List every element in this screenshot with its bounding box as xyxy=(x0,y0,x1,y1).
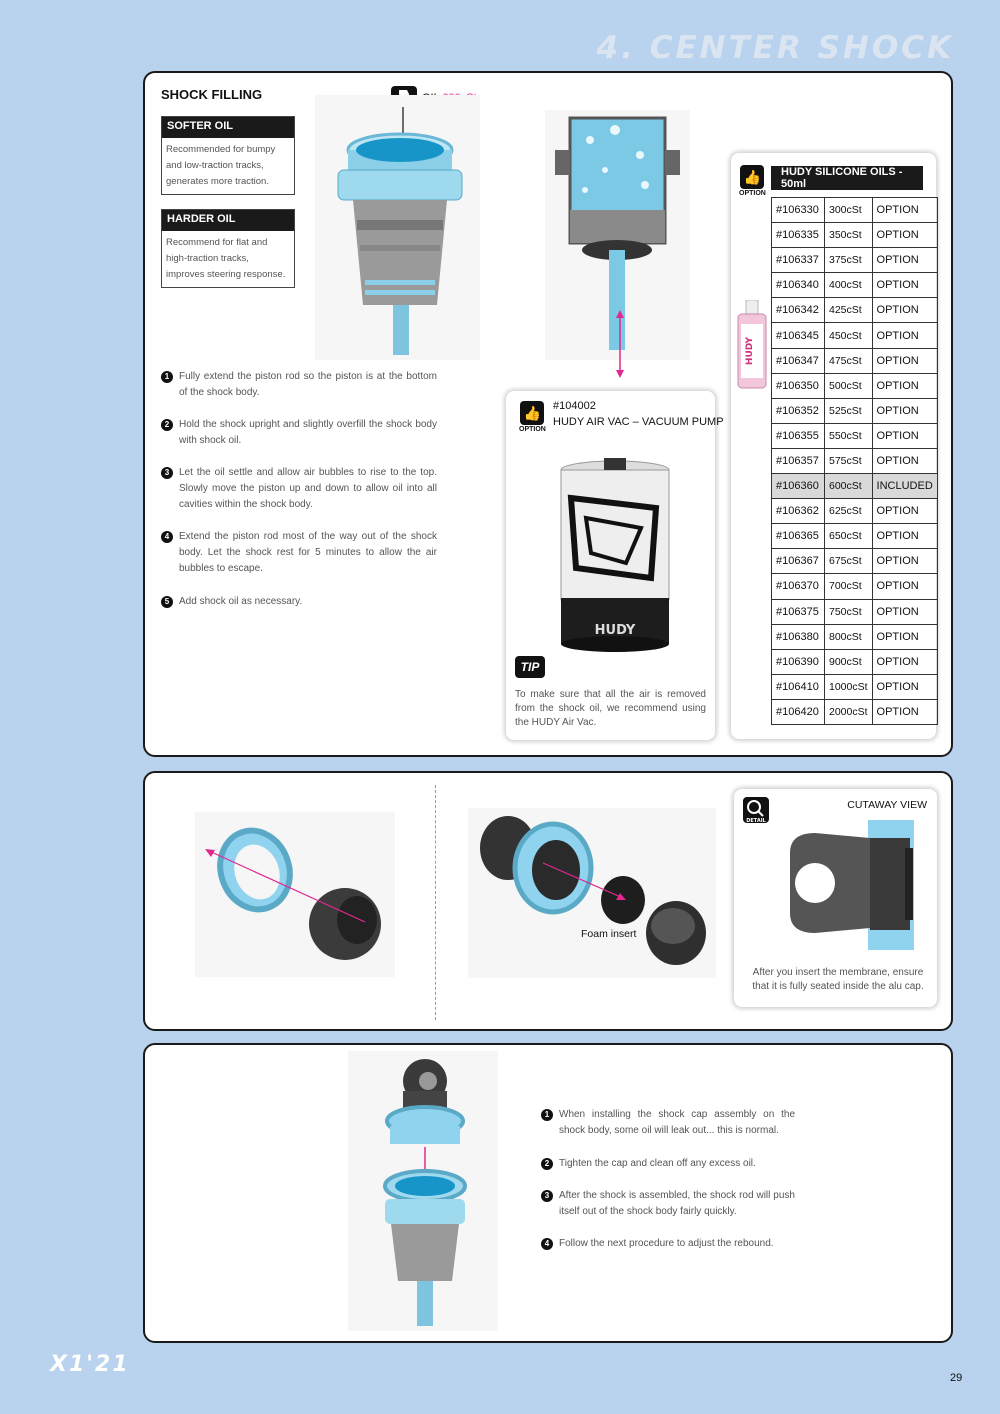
cap-cutaway-illustration xyxy=(770,818,920,963)
oil-row xyxy=(772,699,938,724)
oil-part-number: #106347 xyxy=(772,348,825,373)
foam-insert-label: Foam insert xyxy=(581,928,637,940)
oil-part-number: #106360 xyxy=(772,474,825,499)
oil-row xyxy=(772,223,938,248)
oil-row xyxy=(772,298,938,323)
shock-filling-steps xyxy=(161,369,437,610)
oil-part-number: #106362 xyxy=(772,499,825,524)
oil-viscosity: 375cSt xyxy=(825,248,873,273)
install-step-2: 2 Tighten the cap and clean off any excess oil. xyxy=(541,1156,795,1188)
oil-row xyxy=(772,624,938,649)
membrane-exploded-illustration xyxy=(468,808,716,978)
oil-status: OPTION xyxy=(872,198,937,223)
x121-logo: X1'21 xyxy=(50,1352,130,1377)
oil-row xyxy=(772,323,938,348)
oil-part-number: #106345 xyxy=(772,323,825,348)
oil-status: OPTION xyxy=(872,373,937,398)
oil-bottle-image xyxy=(735,300,769,390)
air-vac-brand: HUDY xyxy=(594,623,636,638)
oil-part-number: #106390 xyxy=(772,649,825,674)
oil-status: OPTION xyxy=(872,298,937,323)
oil-viscosity: 550cSt xyxy=(825,423,873,448)
oil-part-number: #106342 xyxy=(772,298,825,323)
cap-install-illustration xyxy=(348,1051,498,1331)
oil-row xyxy=(772,574,938,599)
oil-status: OPTION xyxy=(872,624,937,649)
oil-status: OPTION xyxy=(872,323,937,348)
oil-part-number: #106380 xyxy=(772,624,825,649)
oil-status: OPTION xyxy=(872,223,937,248)
oil-status: OPTION xyxy=(872,674,937,699)
oil-row xyxy=(772,248,938,273)
oil-viscosity: 650cSt xyxy=(825,524,873,549)
oils-option-badge: 👍 OPTION xyxy=(739,165,766,197)
air-vac-name: HUDY AIR VAC – VACUUM PUMP xyxy=(553,416,724,428)
step-5: 5 Add shock oil as necessary. xyxy=(161,594,437,610)
oil-status: OPTION xyxy=(872,423,937,448)
step-1: 1 Fully extend the piston rod so the piston is at the bottom of the shock body. xyxy=(161,369,437,417)
oil-row xyxy=(772,599,938,624)
oil-status: OPTION xyxy=(872,248,937,273)
cap-ring-exploded-illustration xyxy=(195,812,395,977)
shock-cutaway-illustration xyxy=(545,110,690,380)
oil-viscosity: 625cSt xyxy=(825,499,873,524)
panel-divider xyxy=(435,785,436,1020)
oil-viscosity: 300cSt xyxy=(825,198,873,223)
oil-part-number: #106365 xyxy=(772,524,825,549)
softer-oil-text: Recommended for bumpy and low-traction tracks, generates more traction. xyxy=(166,144,276,187)
step-3: 3 Let the oil settle and allow air bubbles to rise to the top. Slowly move the piston up and down to allow oil into all cavities within the shock body. xyxy=(161,465,437,529)
oil-part-number: #106410 xyxy=(772,674,825,699)
oil-viscosity: 400cSt xyxy=(825,273,873,298)
detail-label: DETAIL xyxy=(746,818,766,823)
oil-viscosity: 450cSt xyxy=(825,323,873,348)
step-2: 2 Hold the shock upright and slightly overfill the shock body with shock oil. xyxy=(161,417,437,465)
oil-row xyxy=(772,373,938,398)
oil-row xyxy=(772,273,938,298)
oil-status: OPTION xyxy=(872,649,937,674)
install-step-1: 1 When installing the shock cap assembly on the shock body, some oil will leak out... this is normal. xyxy=(541,1107,795,1156)
oil-row xyxy=(772,448,938,473)
page-number: 29 xyxy=(950,1372,963,1384)
harder-oil-title: HARDER OIL xyxy=(162,210,294,231)
oil-row xyxy=(772,649,938,674)
silicone-oils-table xyxy=(771,197,938,725)
oil-row xyxy=(772,499,938,524)
oil-part-number: #106330 xyxy=(772,198,825,223)
oil-part-number: #106340 xyxy=(772,273,825,298)
oil-status: OPTION xyxy=(872,273,937,298)
air-vac-tip-text: To make sure that all the air is removed from the shock oil, we recommend using the HUDY Air Vac. xyxy=(515,689,706,728)
harder-oil-box xyxy=(161,209,295,288)
oil-part-number: #106357 xyxy=(772,448,825,473)
oil-part-number: #106367 xyxy=(772,549,825,574)
install-steps xyxy=(541,1107,795,1252)
oil-viscosity: 350cSt xyxy=(825,223,873,248)
oil-row xyxy=(772,549,938,574)
oil-part-number: #106375 xyxy=(772,599,825,624)
oil-viscosity: 900cSt xyxy=(825,649,873,674)
oil-viscosity: 500cSt xyxy=(825,373,873,398)
oil-row xyxy=(772,398,938,423)
magnifier-icon xyxy=(743,797,769,823)
cutaway-text: After you insert the membrane, ensure that it is fully seated inside the alu cap. xyxy=(752,967,924,992)
oil-status: OPTION xyxy=(872,348,937,373)
thumbs-up-icon: 👍 xyxy=(520,401,544,425)
oil-viscosity: 575cSt xyxy=(825,448,873,473)
oil-status: OPTION xyxy=(872,599,937,624)
oil-row xyxy=(772,674,938,699)
air-vac-option-badge: 👍 OPTION xyxy=(519,401,546,433)
oil-row xyxy=(772,524,938,549)
oil-status: INCLUDED xyxy=(872,474,937,499)
oil-viscosity: 675cSt xyxy=(825,549,873,574)
step-4: 4 Extend the piston rod most of the way out of the shock body. Let the shock rest for 5 minutes to allow the air bubbles to escape. xyxy=(161,529,437,594)
oil-row xyxy=(772,348,938,373)
thumbs-up-icon: 👍 xyxy=(740,165,764,189)
oil-bottle-brand: HUDY xyxy=(745,336,755,366)
oil-part-number: #106370 xyxy=(772,574,825,599)
oil-row xyxy=(772,198,938,223)
oil-status: OPTION xyxy=(872,699,937,724)
oil-status: OPTION xyxy=(872,524,937,549)
oil-row xyxy=(772,423,938,448)
oil-status: OPTION xyxy=(872,549,937,574)
softer-oil-box xyxy=(161,116,295,195)
oil-part-number: #106420 xyxy=(772,699,825,724)
softer-oil-title: SOFTER OIL xyxy=(162,117,294,138)
oil-viscosity: 2000cSt xyxy=(825,699,873,724)
shock-filling-title: SHOCK FILLING xyxy=(161,87,263,102)
oil-viscosity: 525cSt xyxy=(825,398,873,423)
oil-status: OPTION xyxy=(872,448,937,473)
install-step-4: 4 Follow the next procedure to adjust the rebound. xyxy=(541,1236,795,1252)
oil-part-number: #106352 xyxy=(772,398,825,423)
silicone-oils-title: HUDY SILICONE OILS - 50ml xyxy=(771,166,923,190)
oil-status: OPTION xyxy=(872,499,937,524)
section-title: 4. CENTER SHOCK xyxy=(596,30,954,66)
harder-oil-text: Recommend for flat and high-traction tracks, improves steering response. xyxy=(166,237,286,280)
oil-part-number: #106350 xyxy=(772,373,825,398)
oil-viscosity: 800cSt xyxy=(825,624,873,649)
oil-status: OPTION xyxy=(872,398,937,423)
oil-viscosity: 1000cSt xyxy=(825,674,873,699)
oil-viscosity: 475cSt xyxy=(825,348,873,373)
oil-viscosity: 700cSt xyxy=(825,574,873,599)
shock-body-illustration xyxy=(315,95,480,360)
oil-viscosity: 425cSt xyxy=(825,298,873,323)
air-vac-part-no: #104002 xyxy=(553,400,596,412)
oil-row xyxy=(772,474,938,499)
oil-part-number: #106335 xyxy=(772,223,825,248)
oil-part-number: #106355 xyxy=(772,423,825,448)
oil-viscosity: 600cSt xyxy=(825,474,873,499)
install-step-3: 3 After the shock is assembled, the shock rod will push itself out of the shock body fairly quickly. xyxy=(541,1188,795,1236)
oil-part-number: #106337 xyxy=(772,248,825,273)
air-vac-pump-image xyxy=(556,458,674,654)
cutaway-title: CUTAWAY VIEW xyxy=(847,799,927,811)
oil-viscosity: 750cSt xyxy=(825,599,873,624)
tip-icon: TIP xyxy=(515,656,545,678)
oil-status: OPTION xyxy=(872,574,937,599)
